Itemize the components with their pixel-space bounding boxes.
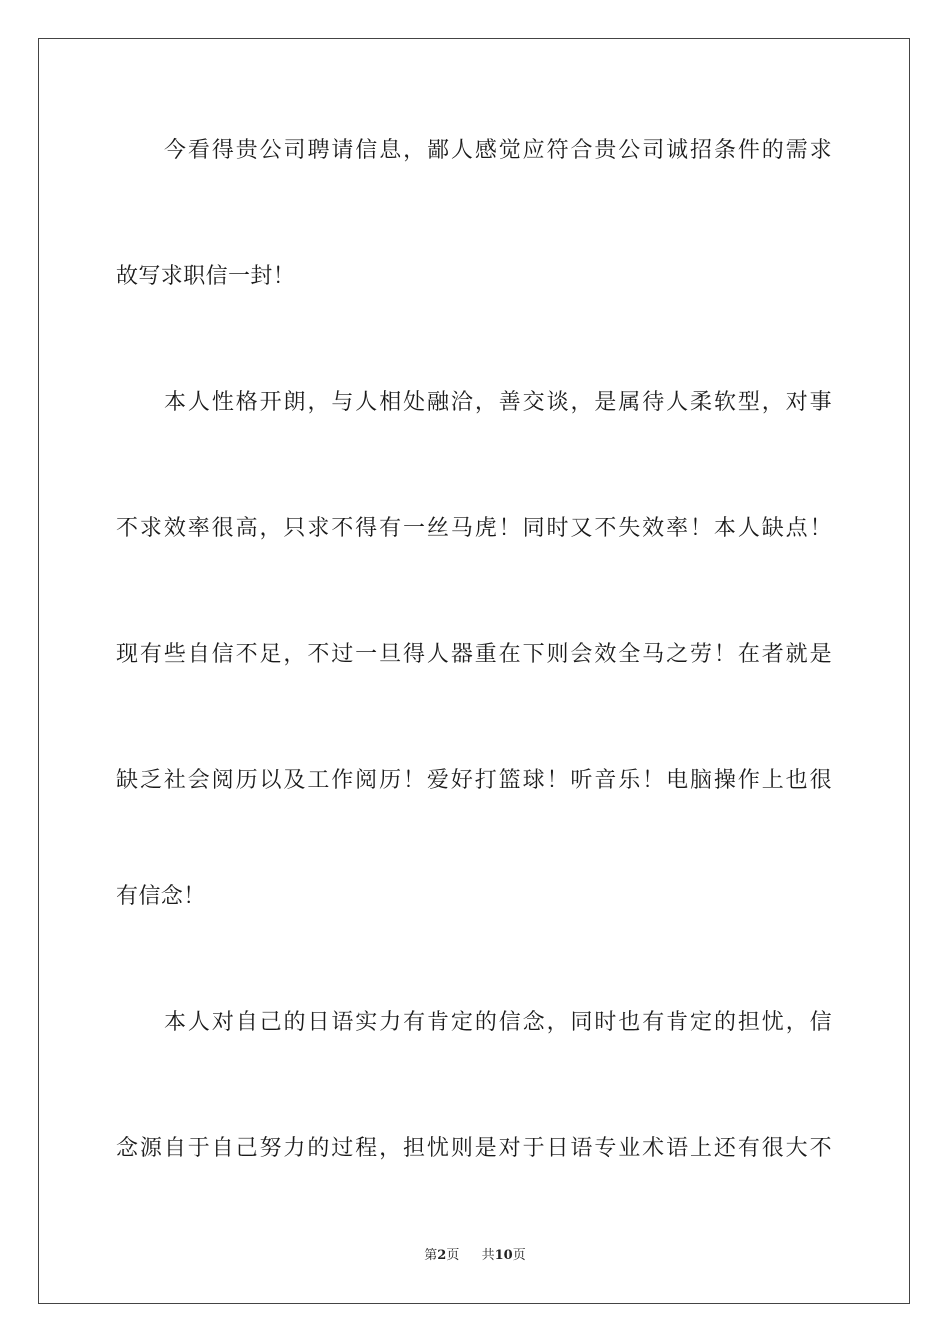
paragraph-2-line-3: 现有些自信不足，不过一旦得人器重在下则会效全马之劳！在者就是 [116,642,832,667]
total-pages [482,1246,526,1266]
paragraph-1-line-2: 故写求职信一封！ [116,264,296,289]
total-prefix: 共 [481,1248,495,1263]
paragraph-3-line-1: 本人对自己的日语实力有肯定的信念，同时也有肯定的担忧，信 [164,1010,832,1035]
paragraph-3-line-2: 念源自于自己努力的过程，担忧则是对于日语专业术语上还有很大不 [116,1136,832,1161]
paragraph-2-line-4: 缺乏社会阅历以及工作阅历！爱好打篮球！听音乐！电脑操作上也很 [116,768,832,793]
page-footer [0,1246,950,1266]
page-prefix: 第 [424,1248,438,1263]
page-suffix: 页 [446,1248,460,1263]
current-page: 2 [437,1248,447,1263]
paragraph-1-line-1: 今看得贵公司聘请信息，鄙人感觉应符合贵公司诚招条件的需求 [164,138,832,163]
total-count: 10 [494,1248,513,1263]
total-suffix: 页 [512,1248,526,1263]
paragraph-2-line-5: 有信念！ [116,884,206,909]
page-border [38,38,910,1304]
paragraph-2-line-2: 不求效率很高，只求不得有一丝马虎！同时又不失效率！本人缺点！ [116,516,832,541]
page-number [424,1246,459,1266]
paragraph-2-line-1: 本人性格开朗，与人相处融洽，善交谈，是属待人柔软型，对事 [164,390,832,415]
